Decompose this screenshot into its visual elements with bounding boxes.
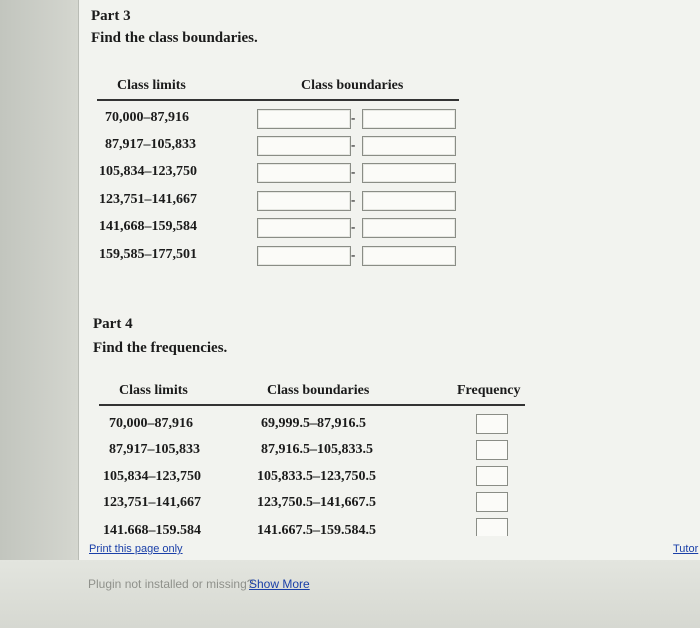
part3-upper-boundary-input-2[interactable]: [362, 136, 456, 156]
part3-limit-row5: 141,668–159,584: [99, 219, 197, 234]
part4-title: Part 4: [93, 316, 133, 332]
part4-col-limits: Class limits: [119, 383, 188, 398]
plugin-footer: [0, 560, 700, 628]
part3-lower-boundary-input-3[interactable]: [257, 163, 351, 183]
part4-limit-row2: 87,917–105,833: [109, 442, 200, 457]
part3-limit-row4: 123,751–141,667: [99, 192, 197, 207]
part3-title: Part 3: [91, 8, 131, 24]
range-dash: -: [351, 137, 356, 152]
part4-limit-row4: 123,751–141,667: [103, 495, 201, 510]
part4-header-rule: [99, 404, 525, 406]
part4-limit-row5: 141.668–159.584: [103, 523, 201, 538]
part3-col-boundaries: Class boundaries: [301, 78, 404, 93]
part3-lower-boundary-input-4[interactable]: [257, 191, 351, 211]
part3-limit-row3: 105,834–123,750: [99, 164, 197, 179]
part4-boundary-row4: 123,750.5–141,667.5: [257, 495, 376, 510]
part3-upper-boundary-input-6[interactable]: [362, 246, 456, 266]
part4-boundary-row2: 87,916.5–105,833.5: [261, 442, 373, 457]
range-dash: -: [351, 219, 356, 234]
part4-boundary-row5: 141.667.5–159.584.5: [257, 523, 376, 538]
part3-upper-boundary-input-3[interactable]: [362, 163, 456, 183]
part3-lower-boundary-input-1[interactable]: [257, 109, 351, 129]
part4-boundary-row1: 69,999.5–87,916.5: [261, 416, 366, 431]
part3-limit-row1: 70,000–87,916: [105, 110, 189, 125]
part3-upper-boundary-input-4[interactable]: [362, 191, 456, 211]
frequency-input-3[interactable]: [476, 466, 508, 486]
frequency-input-4[interactable]: [476, 492, 508, 512]
range-dash: -: [351, 192, 356, 207]
part3-header-rule: [97, 99, 459, 101]
part3-upper-boundary-input-1[interactable]: [362, 109, 456, 129]
show-more-link[interactable]: Show More: [249, 577, 310, 591]
part3-lower-boundary-input-2[interactable]: [257, 136, 351, 156]
range-dash: -: [351, 247, 356, 262]
tutor-link[interactable]: Tutor: [673, 543, 699, 555]
part3-instruction: Find the class boundaries.: [91, 30, 258, 46]
print-page-link[interactable]: Print this page only: [89, 543, 183, 555]
part4-boundary-row3: 105,833.5–123,750.5: [257, 469, 376, 484]
part4-limit-row3: 105,834–123,750: [103, 469, 201, 484]
range-dash: -: [351, 110, 356, 125]
part4-instruction: Find the frequencies.: [93, 340, 228, 356]
plugin-message: Plugin not installed or missing?: [88, 577, 254, 591]
part3-limit-row6: 159,585–177,501: [99, 247, 197, 262]
part3-col-limits: Class limits: [117, 78, 186, 93]
part3-upper-boundary-input-5[interactable]: [362, 218, 456, 238]
question-page: [78, 0, 700, 560]
part4-col-frequency: Frequency: [457, 383, 521, 398]
frequency-input-2[interactable]: [476, 440, 508, 460]
frequency-input-5[interactable]: [476, 518, 508, 536]
screen-margin: [0, 0, 78, 560]
part4-limit-row1: 70,000–87,916: [109, 416, 193, 431]
part3-lower-boundary-input-5[interactable]: [257, 218, 351, 238]
part4-col-boundaries: Class boundaries: [267, 383, 370, 398]
part3-lower-boundary-input-6[interactable]: [257, 246, 351, 266]
frequency-input-1[interactable]: [476, 414, 508, 434]
part3-limit-row2: 87,917–105,833: [105, 137, 196, 152]
range-dash: -: [351, 164, 356, 179]
